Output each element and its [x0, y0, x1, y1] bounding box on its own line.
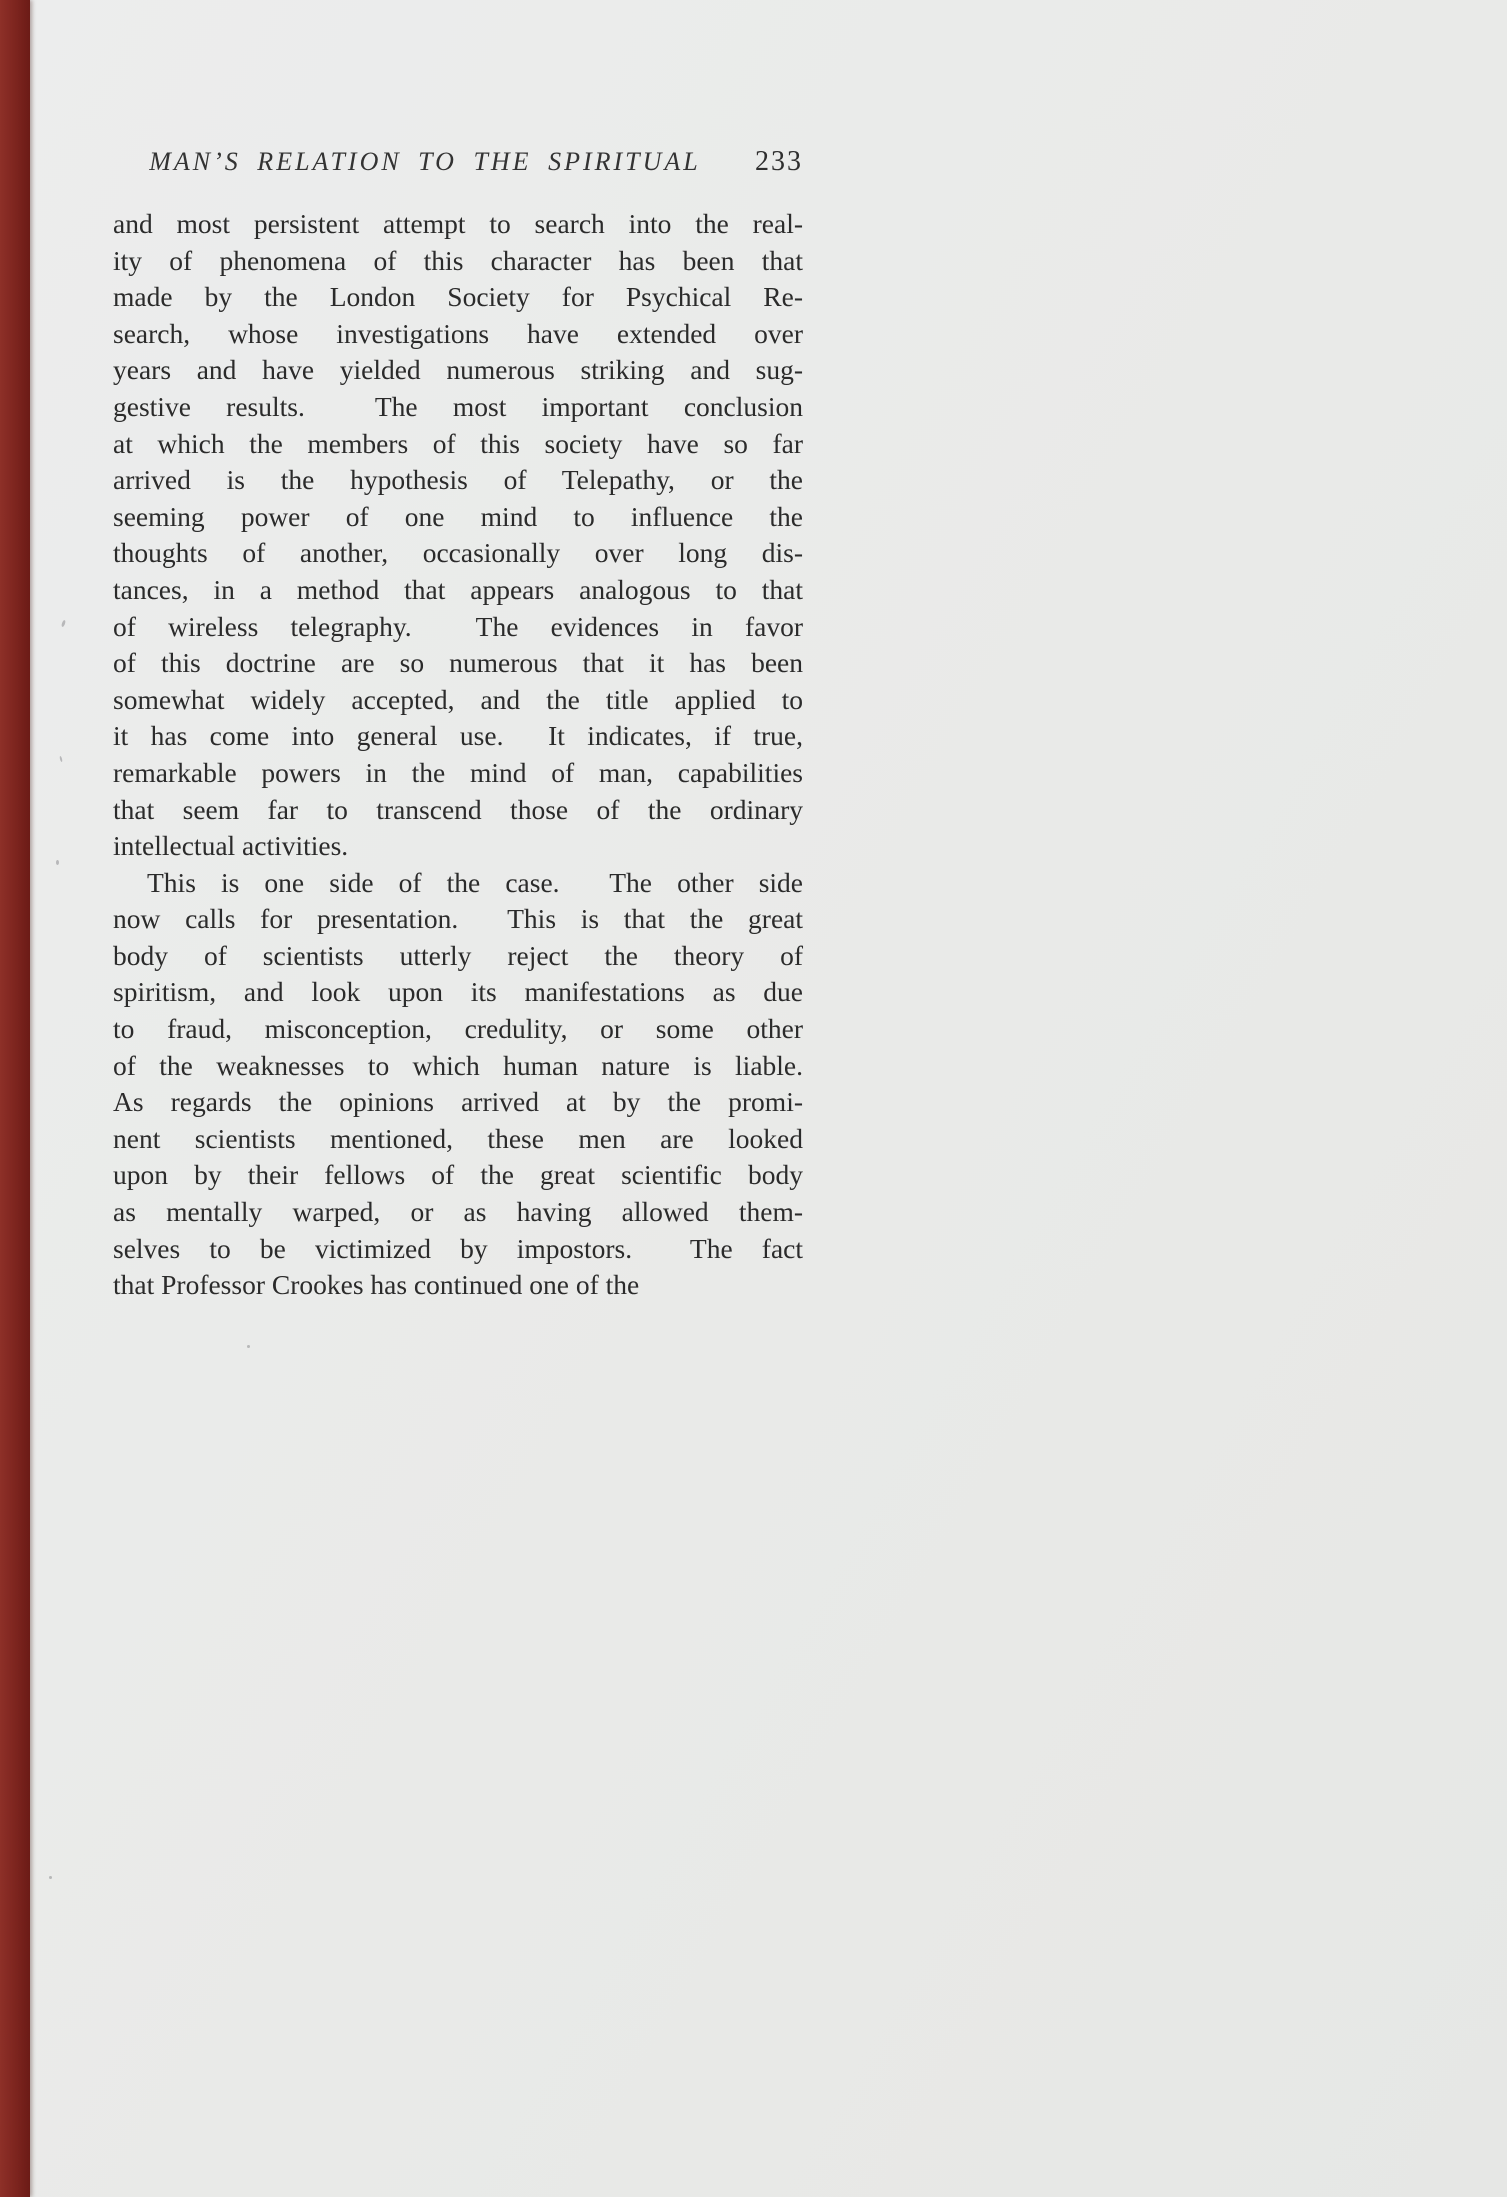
scan-speckle: [56, 860, 59, 865]
header-title: MAN’S RELATION TO THE SPIRITUAL: [149, 147, 701, 176]
body-text: [113, 206, 803, 1304]
text-line: tances, in a method that appears analogous to that: [113, 573, 803, 605]
text-line: selves to be victimized by impostors. The fact: [113, 1232, 803, 1264]
text-line: remarkable powers in the mind of man, capabilities: [113, 756, 803, 788]
text-line: ity of phenomena of this character has been that: [113, 244, 803, 276]
text-line: as mentally warped, or as having allowed them-: [113, 1196, 803, 1228]
text-line: of this doctrine are so numerous that it has been: [113, 647, 803, 679]
running-header: [113, 146, 803, 178]
text-line: thoughts of another, occasionally over long dis-: [113, 537, 803, 569]
scan-speckle: [59, 756, 62, 762]
text-line: made by the London Society for Psychical Re-: [113, 281, 803, 313]
text-line: it has come into general use. It indicates, if true,: [113, 720, 803, 752]
book-binding-strip: [0, 0, 30, 2197]
paragraph-2: [113, 865, 803, 1304]
paragraph-1: [113, 206, 803, 865]
text-line: and most persistent attempt to search into the real-: [113, 208, 803, 239]
text-line: seeming power of one mind to influence the: [113, 500, 803, 532]
scan-speckle: [247, 1345, 250, 1348]
text-line: of wireless telegraphy. The evidences in favor: [113, 610, 803, 642]
text-line: now calls for presentation. This is that the great: [113, 903, 803, 935]
text-line: arrived is the hypothesis of Telepathy, or the: [113, 464, 803, 496]
text-line: at which the members of this society have so far: [113, 427, 803, 459]
text-line: nent scientists mentioned, these men are looked: [113, 1122, 803, 1154]
text-line: body of scientists utterly reject the theory of: [113, 939, 803, 971]
text-line: As regards the opinions arrived at by the promi-: [113, 1086, 803, 1118]
text-line: gestive results. The most important conclusion: [113, 390, 803, 422]
text-line: intellectual activities.: [113, 830, 349, 862]
scan-speckle: [61, 620, 66, 628]
text-line: spiritism, and look upon its manifestations as due: [113, 976, 803, 1008]
text-line: that Professor Crookes has continued one of the: [113, 1269, 640, 1301]
text-line: This is one side of the case. The other side: [147, 866, 803, 898]
text-line: to fraud, misconception, credulity, or some other: [113, 1013, 803, 1045]
text-line: of the weaknesses to which human nature is liable.: [113, 1049, 803, 1081]
page-number: 233: [755, 146, 803, 177]
text-line: that seem far to transcend those of the ordinary: [113, 793, 803, 825]
text-line: somewhat widely accepted, and the title applied to: [113, 683, 803, 715]
text-line: years and have yielded numerous striking and sug-: [113, 354, 803, 386]
text-line: upon by their fellows of the great scientific body: [113, 1159, 803, 1191]
text-line: search, whose investigations have extended over: [113, 317, 803, 349]
scan-speckle: [49, 1876, 52, 1879]
